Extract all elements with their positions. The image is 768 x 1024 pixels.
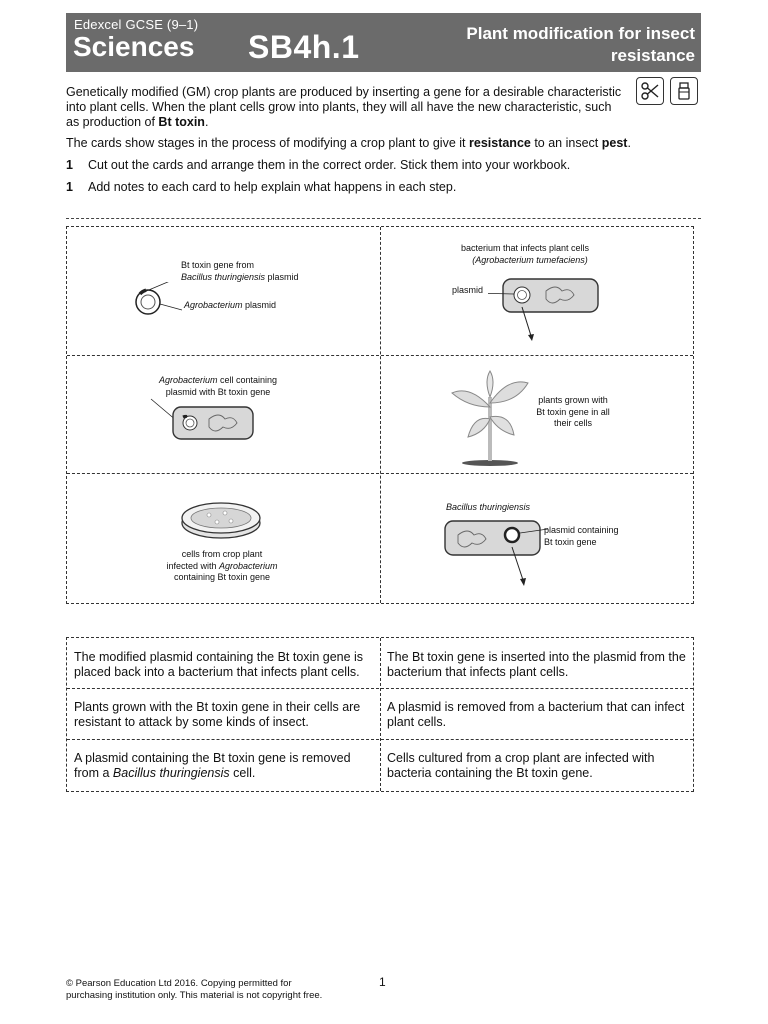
glue-stick-icon bbox=[670, 77, 698, 105]
text-card-2[interactable]: The Bt toxin gene is inserted into the plasmid from the bacterium that infects plant cells. bbox=[387, 650, 686, 679]
text-cards-grid bbox=[66, 637, 694, 792]
text-card-5[interactable]: A plasmid containing the Bt toxin gene is removed from a Bacillus thuringiensis cell. bbox=[74, 751, 351, 780]
subject-label: Sciences bbox=[73, 31, 195, 62]
picture-card-3[interactable]: Agrobacterium cell containing plasmid with Bt toxin gene bbox=[67, 355, 380, 473]
cards-description: The cards show stages in the process of modifying a crop plant to give it resistance to an insect pest. bbox=[66, 136, 631, 150]
picture-cards-grid bbox=[66, 226, 694, 604]
page-title bbox=[466, 23, 695, 67]
brand-label: Edexcel GCSE (9–1) bbox=[74, 17, 199, 32]
title-line-1: Plant modification for insect bbox=[466, 24, 695, 43]
text-card-6[interactable]: Cells cultured from a crop plant are infected with bacteria containing the Bt toxin gene. bbox=[387, 751, 655, 780]
picture-card-1[interactable]: Bt toxin gene from Bacillus thuringiensis plasmid Agrobacterium plasmid bbox=[67, 227, 380, 355]
activity-icons bbox=[636, 77, 698, 105]
text-card-4[interactable]: A plasmid is removed from a bacterium that can infect plant cells. bbox=[387, 700, 685, 729]
cut-line bbox=[66, 218, 701, 219]
picture-card-4[interactable]: plants grown with Bt toxin gene in all their cells bbox=[380, 355, 693, 473]
bacterium-icon bbox=[488, 277, 608, 341]
copyright-footer: © Pearson Education Ltd 2016. Copying permitted for purchasing institution only. This material is not copyright free. bbox=[66, 978, 323, 1001]
petri-dish-icon bbox=[179, 499, 263, 541]
page-number: 1 bbox=[379, 975, 386, 989]
text-card-1[interactable]: The modified plasmid containing the Bt toxin gene is placed back into a bacterium that infects plant cells. bbox=[74, 650, 364, 679]
picture-card-6[interactable]: Bacillus thuringiensis plasmid containing Bt toxin gene bbox=[380, 473, 693, 603]
title-line-2: resistance bbox=[610, 46, 695, 65]
picture-card-5[interactable]: cells from crop plant infected with Agrobacterium containing Bt toxin gene bbox=[67, 473, 380, 603]
agrobacterium-cell-icon bbox=[147, 395, 267, 455]
task-1: 1 Cut out the cards and arrange them in the correct order. Stick them into your workbook. bbox=[66, 158, 571, 172]
plasmid-ring-icon bbox=[122, 282, 192, 322]
bacillus-cell-icon bbox=[440, 517, 550, 587]
text-card-3[interactable]: Plants grown with the Bt toxin gene in their cells are resistant to attack by some kinds of insect. bbox=[74, 700, 361, 729]
picture-card-2[interactable]: bacterium that infects plant cells (Agrobacterium tumefaciens) plasmid bbox=[380, 227, 693, 355]
plant-icon bbox=[450, 367, 530, 467]
header-banner bbox=[66, 13, 701, 72]
intro-paragraph: Genetically modified (GM) crop plants are produced by inserting a gene for a desirable characteristic into plant cells. When the plant cells grow into plants, they will all have the new characteristic, such as production of Bt toxin. bbox=[66, 85, 622, 129]
worksheet-code: SB4h.1 bbox=[248, 29, 360, 65]
task-2: 1 Add notes to each card to help explain what happens in each step. bbox=[66, 180, 457, 194]
scissors-icon bbox=[636, 77, 664, 105]
